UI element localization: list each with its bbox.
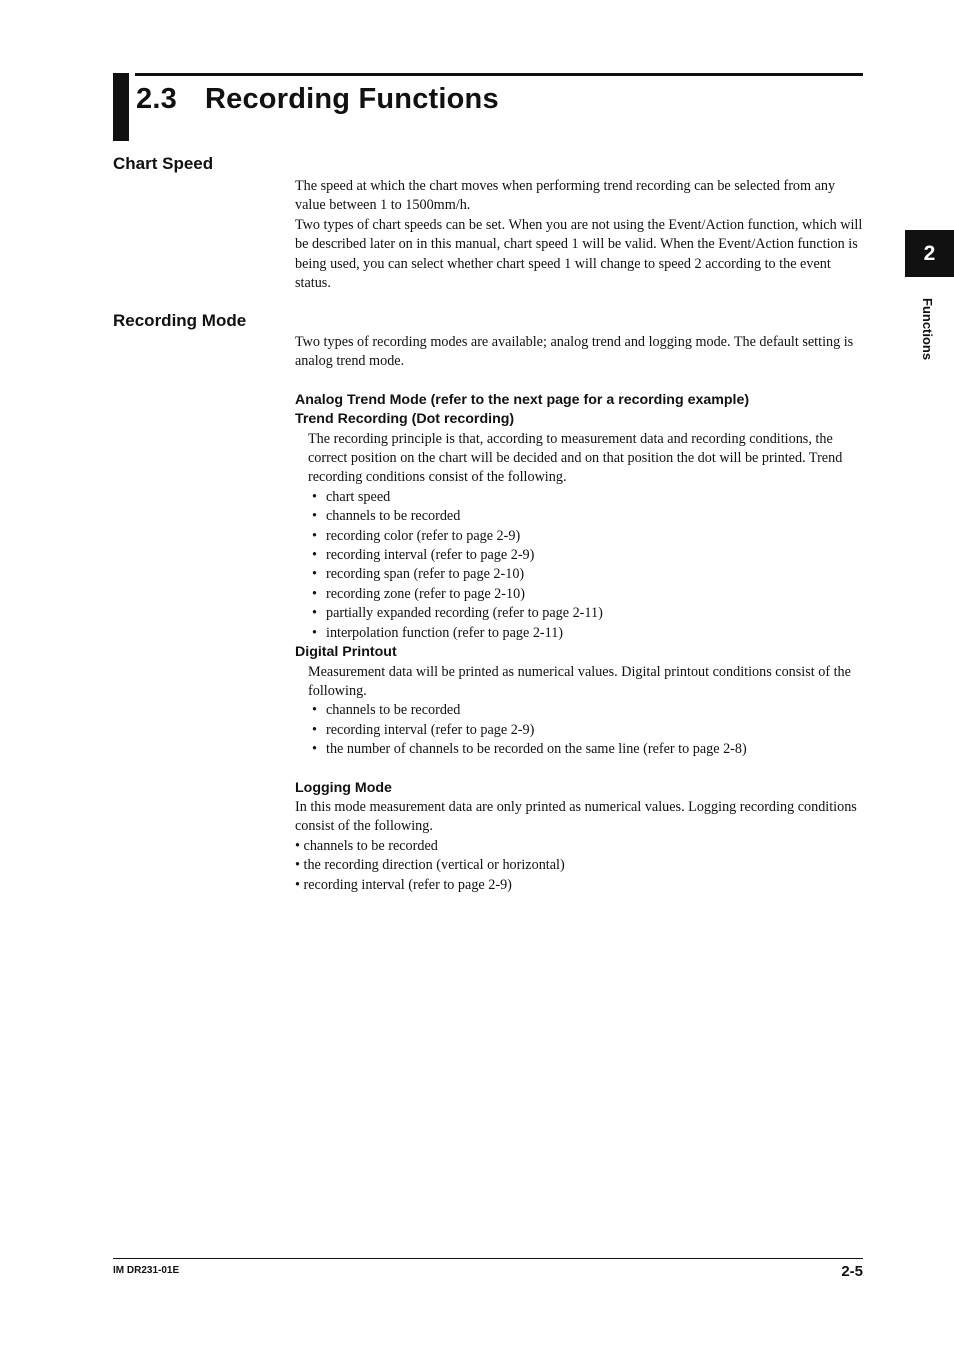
list-item: • recording interval (refer to page 2-9) [312,721,863,740]
chart-speed-heading: Chart Speed [113,154,214,173]
section-title [136,83,499,116]
list-item: • channels to be recorded [312,701,863,720]
list-item: • recording interval (refer to page 2-9) [295,876,863,895]
page-number: 2-5 [841,1263,863,1280]
section-title-rule [135,73,863,76]
document-id: IM DR231-01E [113,1265,180,1276]
trend-conditions-list [295,488,863,643]
logging-mode-heading: Logging Mode [295,779,392,796]
recording-mode-intro: Two types of recording modes are available; analog trend and logging mode. The default setting is analog trend mode. [295,334,854,370]
list-item: • channels to be recorded [312,507,863,526]
chapter-label: Functions [920,298,935,361]
analog-trend-heading: Analog Trend Mode (refer to the next page for a recording example) [295,391,750,408]
footer-rule [113,1258,863,1259]
recording-mode-heading: Recording Mode [113,311,247,330]
list-item: • chart speed [312,488,863,507]
list-item: • recording color (refer to page 2-9) [312,527,863,546]
chart-speed-body [295,177,863,293]
list-item: • interpolation function (refer to page 2-11) [312,624,863,643]
section-title-text: Recording Functions [205,83,499,115]
digital-printout-heading: Digital Printout [295,644,397,661]
digital-conditions-list [295,701,863,759]
list-item: • recording zone (refer to page 2-10) [312,585,863,604]
logging-mode-text: In this mode measurement data are only printed as numerical values. Logging recording conditions consist of the following. [295,798,857,835]
digital-printout-text: Measurement data will be printed as numerical values. Digital printout conditions consist of the following. [308,663,851,699]
list-item: • the recording direction (vertical or horizontal) [295,856,863,875]
logging-conditions-list [295,837,863,895]
list-item: • recording interval (refer to page 2-9) [312,546,863,565]
chapter-tab: 2 [905,230,954,277]
list-item: • partially expanded recording (refer to page 2-11) [312,604,863,623]
list-item: • recording span (refer to page 2-10) [312,565,863,584]
recording-mode-body [295,333,863,895]
list-item: • channels to be recorded [295,837,863,856]
section-number: 2.3 [136,83,177,115]
list-item: • the number of channels to be recorded on the same line (refer to page 2-8) [312,740,863,759]
chart-speed-paragraph: The speed at which the chart moves when performing trend recording can be selected from any value between 1 to 1500mm/h. [295,178,836,214]
chart-speed-paragraph: Two types of chart speeds can be set. When you are not using the Event/Action function, which will be described later on in this manual, chart speed 1 will be valid. When the Event/Action function is being used, you can select whether chart speed 1 will change to speed 2 according to the event status. [295,216,863,292]
section-title-bar [113,73,129,141]
trend-recording-heading: Trend Recording (Dot recording) [295,411,515,428]
trend-recording-text: The recording principle is that, according to measurement data and recording conditions, the correct position on the chart will be decided and on that position the dot will be printed. Trend recording conditions consist of the following. [308,430,843,486]
